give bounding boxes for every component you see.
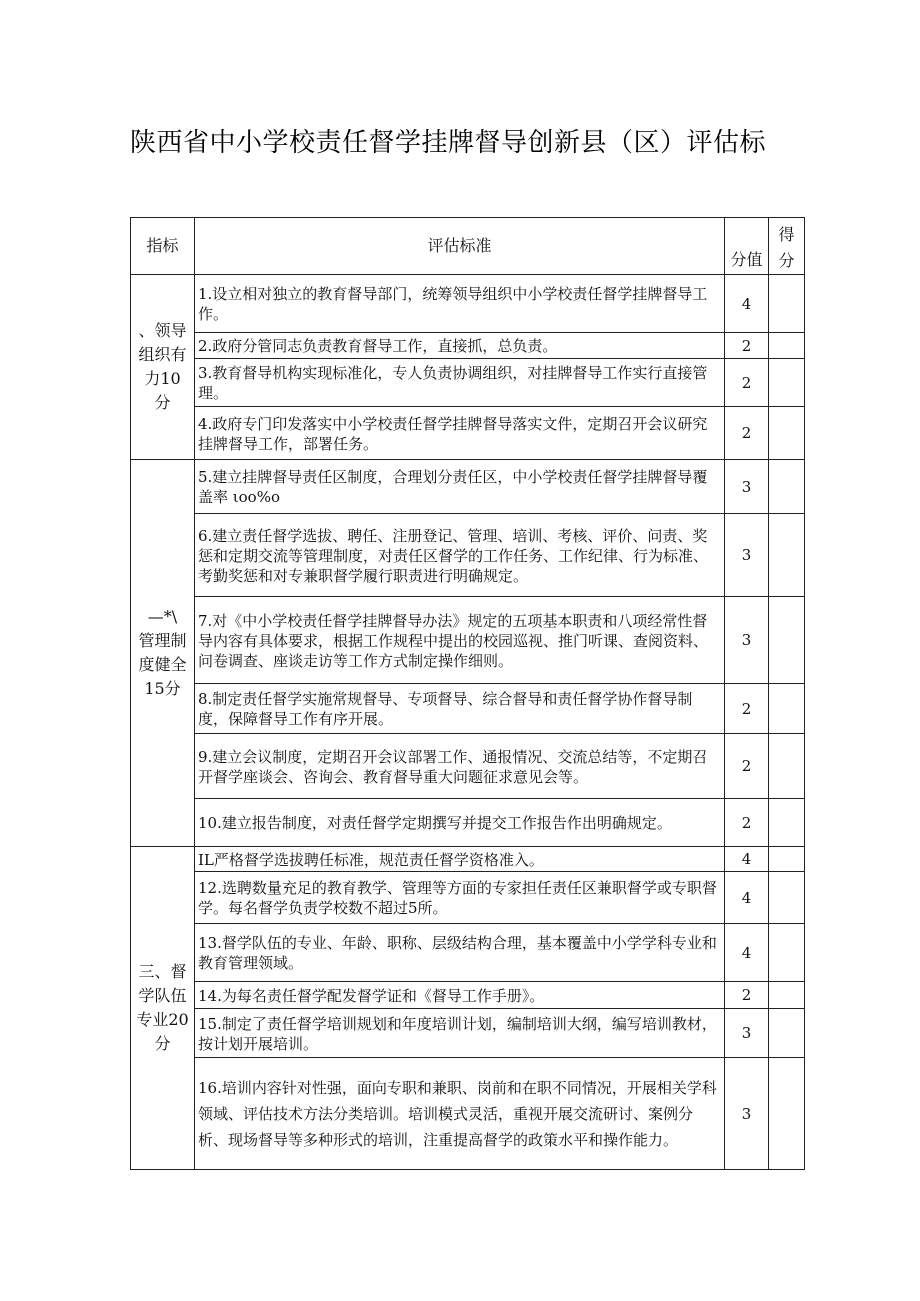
criteria-cell: 2.政府分管同志负责教育督导工作，直接抓，总负责。 [195,333,725,359]
got-cell [769,734,805,799]
indicator-line: 学队伍 [138,986,187,1005]
page-title: 陕西省中小学校责任督学挂牌督导创新县（区）评估标 [130,128,767,158]
got-cell [769,460,805,514]
section-1-indicator [131,275,195,460]
indicator-line: 15分 [144,679,181,698]
got-cell [769,872,805,924]
score-cell: 3 [725,1058,769,1170]
criteria-cell: 6.建立责任督学选拔、聘任、注册登记、管理、培训、考核、评价、问责、奖惩和定期交流等管理制度，对责任区督学的工作任务、工作纪律、行为标准、考勤奖惩和对专兼职督学履行职责进行明确规定。 [195,514,725,597]
score-cell: 2 [725,684,769,734]
indicator-line: —*\ [147,607,178,626]
criteria-cell: 14.为每名责任督学配发督学证和《督导工作手册》。 [195,982,725,1009]
got-cell [769,799,805,847]
criteria-cell: 7.对《中小学校责任督学挂牌督导办法》规定的五项基本职责和八项经常性督导内容有具体要求，根据工作规程中提出的校园巡视、推门听课、查阅资料、问卷调查、座谈走访等工作方式制定操作细则。 [195,597,725,684]
criteria-cell: 5.建立挂牌督导责任区制度，合理划分责任区，中小学校责任督学挂牌督导覆盖率 ιoo%o [195,460,725,514]
score-cell: 4 [725,275,769,333]
got-cell [769,514,805,597]
got-cell [769,275,805,333]
got-cell [769,684,805,734]
criteria-cell: 13.督学队伍的专业、年龄、职称、层级结构合理，基本覆盖中小学学科专业和教育管理领域。 [195,924,725,982]
indicator-line: 分 [154,1034,171,1053]
table-row [131,847,805,872]
header-got [769,218,805,275]
table-row [131,982,805,1009]
table-row [131,1058,805,1170]
header-row [131,218,805,275]
score-cell: 2 [725,734,769,799]
got-cell [769,333,805,359]
header-got-line1: 得 [778,225,795,244]
table-row [131,924,805,982]
got-cell [769,1058,805,1170]
criteria-cell: 1.设立相对独立的教育督导部门，统筹领导组织中小学校责任督学挂牌督导工作。 [195,275,725,333]
table-row [131,359,805,407]
criteria-cell: 8.制定责任督学实施常规督导、专项督导、综合督导和责任督学协作督导制度，保障督导工作有序开展。 [195,684,725,734]
criteria-cell: 16.培训内容针对性强，面向专职和兼职、岗前和在职不同情况，开展相关学科领域、评估技术方法分类培训。培训模式灵活，重视开展交流研讨、案例分析、现场督导等多种形式的培训，注重提高督学的政策水平和操作能力。 [195,1058,725,1170]
criteria-cell: 12.选聘数量充足的教育教学、管理等方面的专家担任责任区兼职督学或专职督学。每名督学负责学校数不超过5所。 [195,872,725,924]
indicator-line: 度健全 [138,655,187,674]
table-row [131,407,805,460]
header-score: 分值 [725,218,769,275]
score-cell: 3 [725,514,769,597]
score-cell: 2 [725,799,769,847]
indicator-line: 、领导 [138,321,187,340]
got-cell [769,407,805,460]
got-cell [769,597,805,684]
indicator-line: 力10 [144,369,181,388]
indicator-line: 三、督 [138,962,187,981]
table-row [131,1009,805,1058]
indicator-line: 分 [154,393,171,412]
score-cell: 4 [725,872,769,924]
score-cell: 2 [725,333,769,359]
table-row [131,684,805,734]
score-cell: 2 [725,407,769,460]
indicator-line: 管理制 [138,631,187,650]
score-cell: 3 [725,460,769,514]
got-cell [769,1009,805,1058]
table-row [131,872,805,924]
got-cell [769,982,805,1009]
table-row [131,275,805,333]
score-cell: 3 [725,1009,769,1058]
score-cell: 4 [725,847,769,872]
criteria-cell: IL严格督学选拔聘任标准，规范责任督学资格准入。 [195,847,725,872]
section-2-indicator [131,460,195,847]
table-row [131,597,805,684]
header-criteria: 评估标准 [195,218,725,275]
criteria-cell: 15.制定了责任督学培训规划和年度培训计划，编制培训大纲，编写培训教材，按计划开展培训。 [195,1009,725,1058]
criteria-cell: 10.建立报告制度，对责任督学定期撰写并提交工作报告作出明确规定。 [195,799,725,847]
criteria-cell: 9.建立会议制度，定期召开会议部署工作、通报情况、交流总结等，不定期召开督学座谈会、咨询会、教育督导重大问题征求意见会等。 [195,734,725,799]
table-row [131,734,805,799]
got-cell [769,924,805,982]
score-cell: 2 [725,982,769,1009]
header-indicator: 指标 [131,218,195,275]
table-row [131,460,805,514]
indicator-line: 组织有 [138,345,187,364]
score-cell: 3 [725,597,769,684]
indicator-line: 专业20 [136,1010,189,1029]
table-row [131,514,805,597]
score-cell: 2 [725,359,769,407]
section-3-indicator [131,847,195,1170]
got-cell [769,359,805,407]
score-cell: 4 [725,924,769,982]
header-got-line2: 分 [778,251,795,270]
table-row [131,333,805,359]
criteria-cell: 3.教育督导机构实现标准化，专人负责协调组织，对挂牌督导工作实行直接管理。 [195,359,725,407]
got-cell [769,847,805,872]
criteria-cell: 4.政府专门印发落实中小学校责任督学挂牌督导落实文件，定期召开会议研究挂牌督导工作，部署任务。 [195,407,725,460]
evaluation-table [130,217,805,1170]
table-row [131,799,805,847]
